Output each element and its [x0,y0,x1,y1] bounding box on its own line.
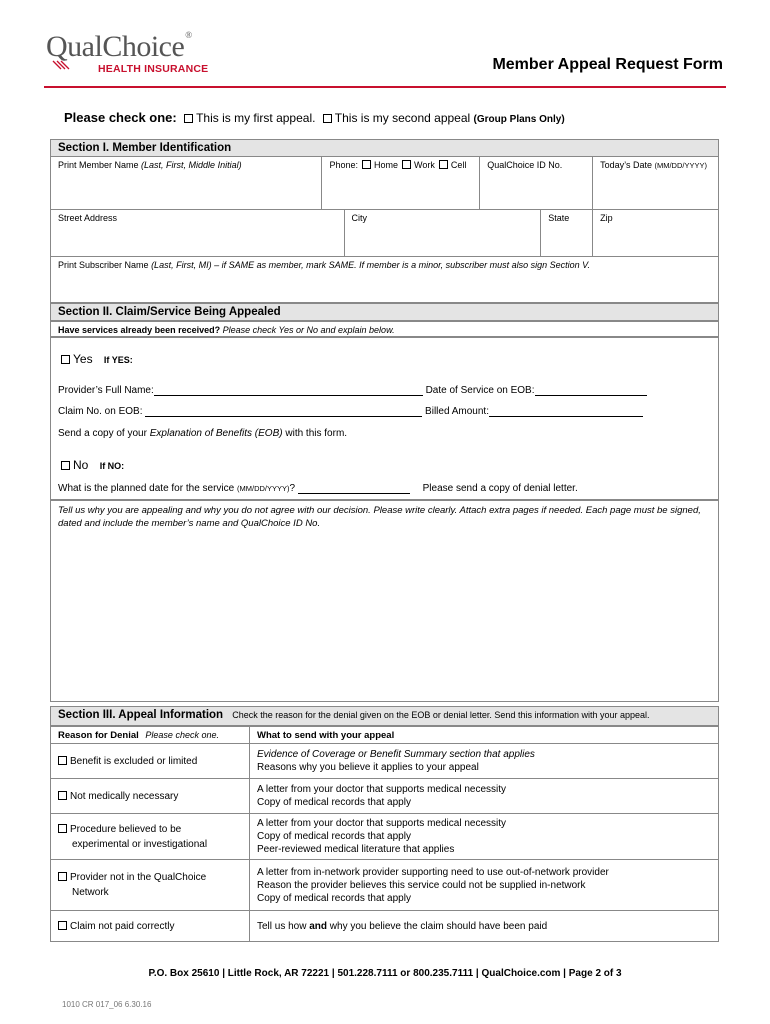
subscriber-name-field[interactable] [51,257,719,303]
services-received-hint: Please check Yes or No and explain below. [222,325,395,335]
state-label: State [548,213,570,223]
section-3-title: Section III. Appeal Information [58,709,224,721]
yes-option [61,352,133,366]
todays-date-label: Today’s Date [600,160,652,170]
section-1-header [50,139,719,157]
section-2-title: Section II. Claim/Service Being Appealed [58,306,281,318]
out-of-network-checkbox[interactable] [58,872,67,881]
logo-subtitle: HEALTH INSURANCE [98,63,209,75]
services-received-question: Have services already been received? [58,325,221,335]
send-cell [250,860,719,911]
if-yes-label: If YES: [103,355,133,365]
send-eob-suffix: with this form. [285,428,348,439]
reason-text: Network [72,887,109,898]
cell-label: Cell [450,160,467,170]
send-cell [250,744,719,779]
state-field[interactable] [541,210,593,257]
date-of-service-line[interactable] [535,386,647,396]
section-2-header [50,303,719,321]
work-label: Work [414,160,435,170]
billed-amount-label: Billed Amount: [425,406,489,417]
group-plans-note: (Group Plans Only) [473,114,565,125]
street-address-field[interactable] [51,210,345,257]
city-label: City [351,213,368,223]
address-table [50,209,719,257]
send-text: Reason the provider believes this service could not be supplied in-network [257,879,586,891]
send-text: Reasons why you believe it applies to your appeal [257,762,479,773]
logo-name: QualChoice [46,30,185,63]
planned-date-question-mark: ? [289,483,296,494]
experimental-checkbox[interactable] [58,824,67,833]
claim-number-label: Claim No. on EOB: [58,406,143,417]
title-divider [44,86,726,88]
street-address-label: Street Address [58,213,118,223]
if-no-label: If NO: [99,461,125,471]
reason-text: experimental or investigational [72,838,208,850]
form-code: 1010 CR 017_06 6.30.16 [62,1000,152,1009]
claim-row [58,406,643,417]
appeal-information-table [50,726,719,942]
section-1-title: Section I. Member Identification [58,142,232,154]
appeal-reason-instructions: Tell us why you are appealing and why you do not agree with our decision. Please write clearly. Attach extra pages if needed. Each page must be signed, dated and include the member’s name and QualChoice ID No. [58,505,701,529]
phone-field[interactable] [322,157,480,210]
reason-text: Not medically necessary [70,790,179,802]
table-row [51,744,719,779]
send-text: Copy of medical records that apply [257,831,411,842]
yes-label: Yes [73,352,93,366]
denial-letter-note: Please send a copy of denial letter. [422,483,578,494]
logo-registered-mark: ® [185,30,192,40]
reason-cell[interactable] [51,860,250,911]
send-text: A letter from your doctor that supports medical necessity [257,818,506,829]
todays-date-field[interactable] [593,157,719,210]
planned-date-label: What is the planned date for the service [58,483,235,494]
date-of-service-label: Date of Service on EOB: [425,385,535,396]
planned-date-format: (MM/DD/YYYY) [237,484,290,493]
subscriber-table [50,256,719,303]
send-eob-row [58,428,347,439]
reason-text: Benefit is excluded or limited [70,755,198,767]
benefit-excluded-checkbox[interactable] [58,756,67,765]
zip-label: Zip [600,213,613,223]
send-text: A letter from your doctor that supports medical necessity [257,784,506,795]
send-text: Peer-reviewed medical literature that applies [257,844,455,855]
claim-number-line[interactable] [145,407,422,417]
home-checkbox[interactable] [362,160,371,169]
section-3-note: Check the reason for the denial given on the EOB or denial letter. Send this information with your appeal. [232,710,650,720]
qualchoice-id-field[interactable] [480,157,593,210]
planned-date-line[interactable] [298,484,410,494]
first-appeal-checkbox[interactable] [184,114,193,123]
table-row [51,814,719,860]
reason-cell[interactable] [51,744,250,779]
reason-column-title: Reason for Denial [58,729,139,741]
send-eob-prefix: Send a copy of your [58,428,147,439]
service-details-area [50,337,719,500]
services-received-row [50,321,719,337]
todays-date-format: (MM/DD/YYYY) [654,161,707,170]
section-3-header [50,706,719,726]
send-text: Copy of medical records that apply [257,797,411,808]
yes-checkbox[interactable] [61,355,70,364]
send-text: Copy of medical records that apply [257,892,411,904]
billed-amount-line[interactable] [489,407,643,417]
send-eob-text: Explanation of Benefits (EOB) [149,428,283,439]
send-cell [250,814,719,860]
member-name-hint: (Last, First, Middle Initial) [141,160,242,170]
zip-field[interactable] [593,210,719,257]
city-field[interactable] [344,210,541,257]
provider-name-label: Provider’s Full Name: [58,385,154,396]
form-title: Member Appeal Request Form [492,56,723,73]
cell-checkbox[interactable] [439,160,448,169]
send-text: Tell us how and why you believe the claim should have been paid [257,920,548,932]
not-medically-necessary-checkbox[interactable] [58,791,67,800]
table-row [51,779,719,814]
reason-column-header [51,727,250,744]
appeal-type-row [64,110,565,125]
send-text: A letter from in-network provider supporting need to use out-of-network provider [257,866,609,878]
claim-not-paid-checkbox[interactable] [58,921,67,930]
qualchoice-id-label: QualChoice ID No. [487,160,563,170]
send-text: Evidence of Coverage or Benefit Summary section that applies [257,749,535,760]
reason-cell[interactable] [51,814,250,860]
provider-row [58,385,647,396]
reason-text: Procedure believed to be [70,823,182,835]
send-column-title: What to send with your appeal [257,729,395,741]
member-name-label: Print Member Name [58,160,139,170]
home-label: Home [374,160,399,170]
second-appeal-checkbox[interactable] [323,114,332,123]
member-identification-table [50,156,719,210]
provider-name-line[interactable] [154,386,423,396]
appeal-reason-textarea[interactable] [50,500,719,702]
send-column-header [250,727,719,744]
first-appeal-label: This is my first appeal. [196,111,316,125]
member-name-field[interactable] [51,157,322,210]
subscriber-name-hint: (Last, First, MI) – if SAME as member, mark SAME. If member is a minor, subscriber must also sign Section V. [151,260,591,270]
phone-label: Phone: [329,160,359,170]
planned-date-row [58,483,578,494]
send-cell [250,911,719,942]
reason-text: Provider not in the QualChoice [70,872,207,883]
subscriber-name-label: Print Subscriber Name [58,260,149,270]
reason-cell[interactable] [51,911,250,942]
no-label: No [73,458,89,472]
reason-text: Claim not paid correctly [70,920,175,932]
footer-address: P.O. Box 25610 | Little Rock, AR 72221 | 501.228.7111 or 800.235.7111 | QualChoice.com | Page 2 of 3 [148,968,622,979]
send-cell [250,779,719,814]
check-one-label: Please check one: [64,110,177,125]
no-option [61,458,124,472]
logo-swoosh-icon [52,58,70,70]
second-appeal-label: This is my second appeal [334,111,471,125]
work-checkbox[interactable] [402,160,411,169]
no-checkbox[interactable] [61,461,70,470]
reason-column-hint: Please check one. [145,729,219,740]
table-row [51,911,719,942]
table-row [51,860,719,911]
reason-cell[interactable] [51,779,250,814]
